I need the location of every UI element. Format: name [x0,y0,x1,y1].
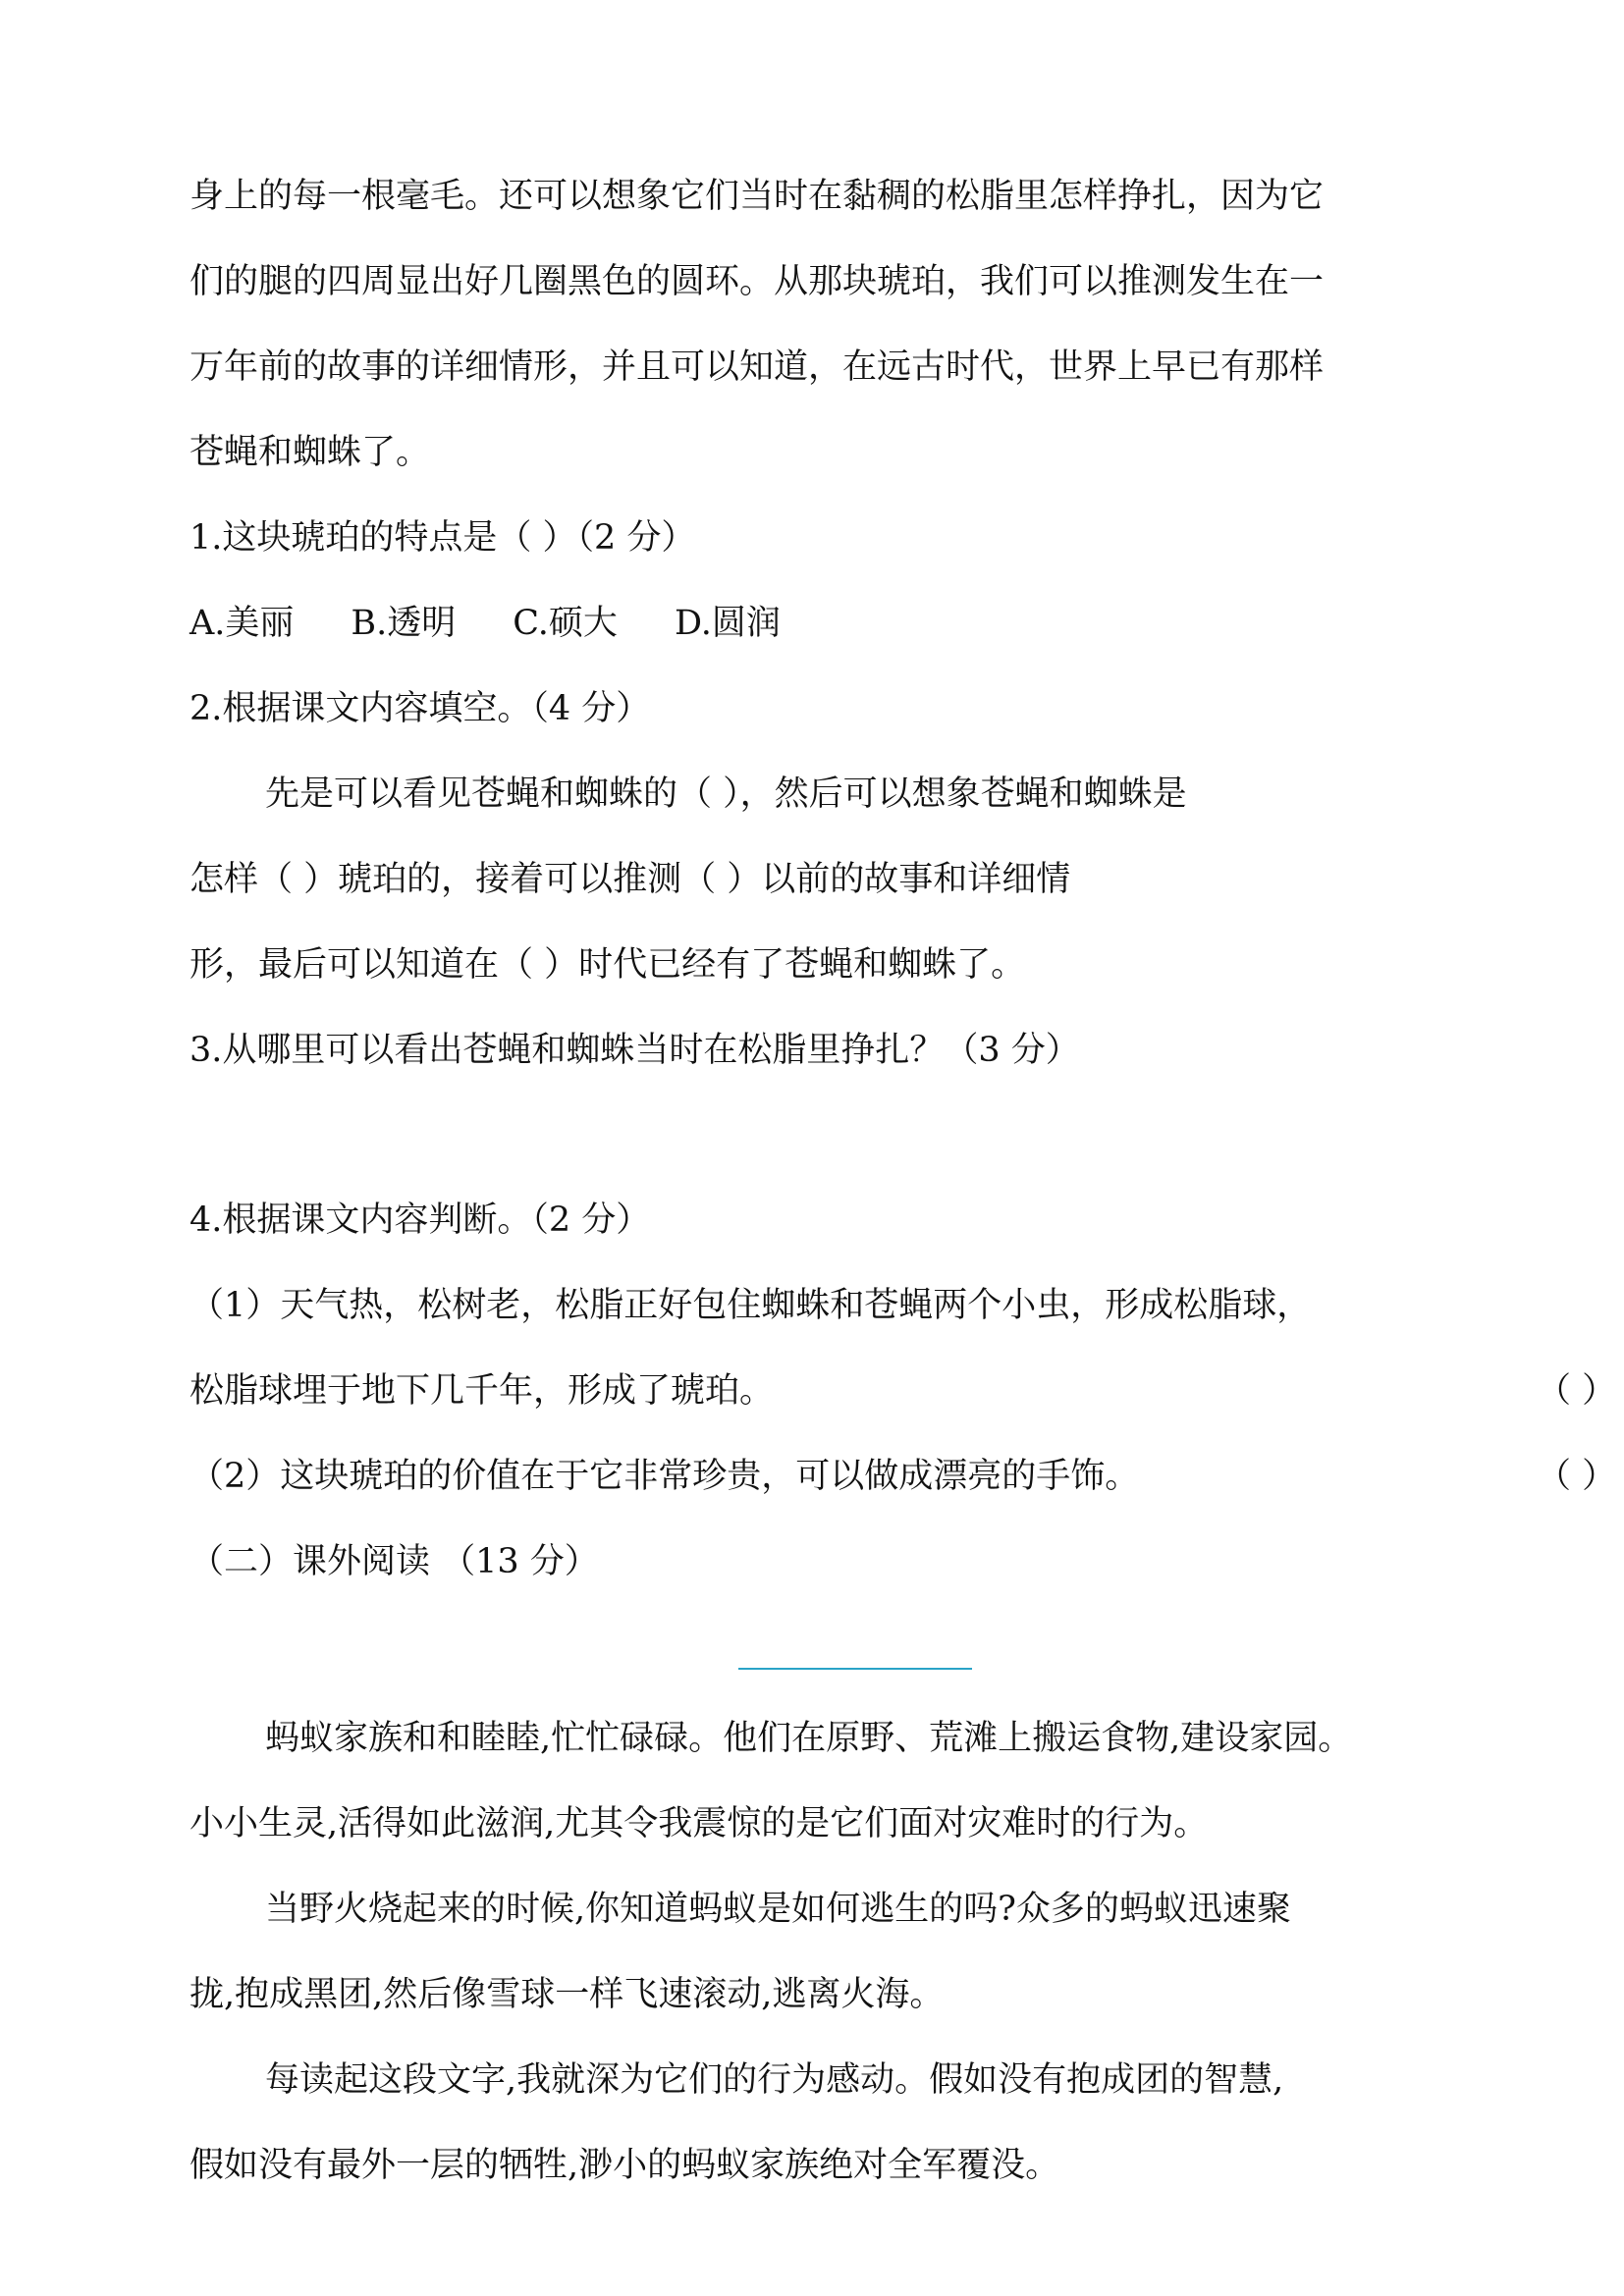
passage2-line: 拢,抱成黑团,然后像雪球一样飞速滚动,逃离火海。 [189,1975,945,2014]
option-b: B.透明 [351,604,457,643]
option-c: C.硕大 [513,604,618,643]
question-3: 3.从哪里可以看出苍蝇和蜘蛛当时在松脂里挣扎？（3 分） [189,1031,1080,1070]
fill-blank-line: 先是可以看见苍蝇和蜘蛛的（ ），然后可以想象苍蝇和蜘蛛是 [265,774,1187,814]
answer-bracket: （ ） [1537,1371,1617,1411]
judge-item-2 [189,1452,1617,1501]
judge-item-1: （1）天气热，松树老，松脂正好包住蜘蛛和苍蝇两个小虫，形成松脂球， [189,1286,1312,1325]
judge-item-1-cont [189,1366,1617,1415]
answer-bracket: （ ） [1537,1457,1617,1496]
divider-line [738,1668,972,1670]
option-d: D.圆润 [674,604,781,643]
passage-line: 们的腿的四周显出好几圈黑色的圆环。从那块琥珀，我们可以推测发生在一 [189,262,1325,301]
passage2-line: 蚂蚁家族和和睦睦,忙忙碌碌。他们在原野、荒滩上搬运食物,建设家园。 [265,1719,1353,1758]
passage2-line: 假如没有最外一层的牺牲,渺小的蚂蚁家族绝对全军覆没。 [189,2146,1060,2185]
judge-item-1-text: 松脂球埋于地下几千年，形成了琥珀。 [189,1371,775,1411]
passage2-line: 当野火烧起来的时候,你知道蚂蚁是如何逃生的吗?众多的蚂蚁迅速聚 [265,1890,1291,1929]
section-title: （二）课外阅读 （13 分） [189,1542,599,1581]
passage-line: 苍蝇和蜘蛛了。 [189,433,431,472]
question-4: 4.根据课文内容判断。（2 分） [189,1201,651,1240]
passage2-line: 小小生灵,活得如此滋润,尤其令我震惊的是它们面对灾难时的行为。 [189,1804,1209,1843]
passage2-line: 每读起这段文字,我就深为它们的行为感动。假如没有抱成团的智慧, [265,2060,1284,2100]
question-1: 1.这块琥珀的特点是（ ）（2 分） [189,518,696,558]
passage-line: 身上的每一根毫毛。还可以想象它们当时在黏稠的松脂里怎样挣扎，因为它 [189,177,1325,216]
option-a: A.美丽 [189,604,295,643]
question-2: 2.根据课文内容填空。（4 分） [189,689,651,728]
question-1-options [189,599,1456,648]
passage-line: 万年前的故事的详细情形，并且可以知道，在远古时代，世界上早已有那样 [189,347,1325,387]
fill-blank-line: 怎样（ ）琥珀的，接着可以推测（ ）以前的故事和详细情 [189,860,1071,899]
fill-blank-line: 形，最后可以知道在（ ）时代已经有了苍蝇和蜘蛛了。 [189,945,1026,985]
judge-item-2-text: （2）这块琥珀的价值在于它非常珍贵，可以做成漂亮的手饰。 [189,1457,1140,1496]
